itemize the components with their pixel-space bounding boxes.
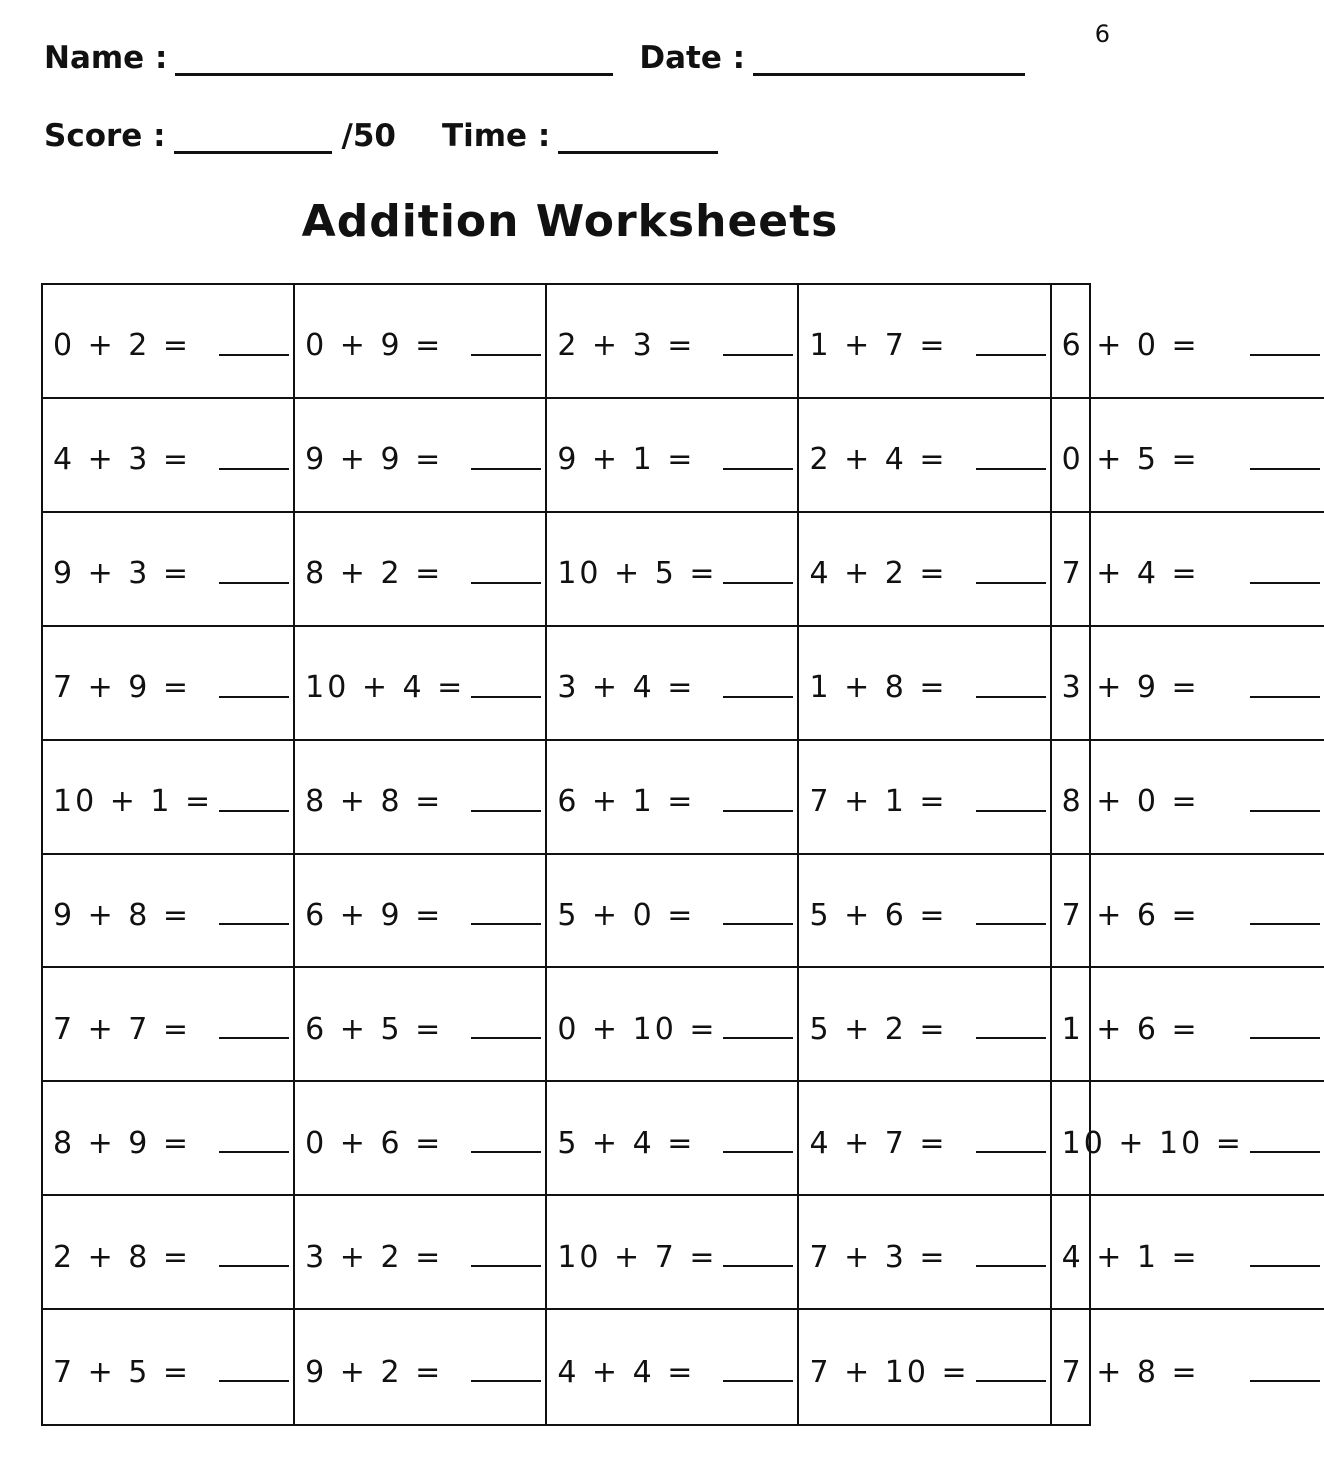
name-date-row <box>44 40 1025 76</box>
equation-text: 7 + 5 = <box>53 1354 192 1390</box>
equation-text: 4 + 2 = <box>809 556 948 592</box>
equation-text: 6 + 9 = <box>305 897 444 933</box>
problem-cell <box>547 1310 799 1424</box>
problem-cell <box>547 968 799 1082</box>
problem-cell <box>295 968 547 1082</box>
equation-text: 9 + 9 = <box>305 442 444 478</box>
problem-cell <box>799 1082 1051 1196</box>
answer-blank[interactable] <box>219 1019 289 1039</box>
problem-cell <box>1052 285 1324 399</box>
answer-blank[interactable] <box>219 1133 289 1153</box>
equation-text: 8 + 8 = <box>305 784 444 820</box>
answer-blank[interactable] <box>1250 792 1320 812</box>
problem-cell <box>43 741 295 855</box>
answer-blank[interactable] <box>471 1019 541 1039</box>
problem-cell <box>43 968 295 1082</box>
answer-blank[interactable] <box>1250 1133 1320 1153</box>
equation-text: 0 + 10 = <box>557 1011 718 1047</box>
problem-cell <box>1052 741 1324 855</box>
equation-text: 8 + 9 = <box>53 1125 192 1161</box>
answer-blank[interactable] <box>976 1247 1046 1267</box>
answer-blank[interactable] <box>976 1362 1046 1382</box>
equation-text: 7 + 1 = <box>809 784 948 820</box>
answer-blank[interactable] <box>1250 450 1320 470</box>
time-label: Time : <box>441 118 551 154</box>
answer-blank[interactable] <box>1250 905 1320 925</box>
equation-text: 5 + 2 = <box>809 1011 948 1047</box>
problem-cell <box>547 513 799 627</box>
equation-text: 2 + 3 = <box>557 328 696 364</box>
problem-cell <box>295 513 547 627</box>
equation-text: 1 + 8 = <box>809 670 948 706</box>
problem-cell <box>799 399 1051 513</box>
score-time-row <box>44 118 718 154</box>
equation-text: 0 + 2 = <box>53 328 192 364</box>
equation-text: 7 + 7 = <box>53 1011 192 1047</box>
answer-blank[interactable] <box>976 905 1046 925</box>
problem-cell <box>43 1310 295 1424</box>
equation-text: 7 + 9 = <box>53 670 192 706</box>
equation-text: 7 + 8 = <box>1061 1354 1200 1390</box>
answer-blank[interactable] <box>723 792 793 812</box>
equation-text: 10 + 10 = <box>1061 1125 1244 1161</box>
problem-cell <box>547 1082 799 1196</box>
equation-text: 0 + 9 = <box>305 328 444 364</box>
answer-blank[interactable] <box>976 564 1046 584</box>
problem-cell <box>1052 627 1324 741</box>
problem-cell <box>295 1196 547 1310</box>
answer-blank[interactable] <box>976 792 1046 812</box>
equation-text: 10 + 1 = <box>53 784 214 820</box>
answer-blank[interactable] <box>471 1133 541 1153</box>
equation-text: 5 + 6 = <box>809 897 948 933</box>
equation-text: 2 + 8 = <box>53 1239 192 1275</box>
equation-text: 5 + 0 = <box>557 897 696 933</box>
answer-blank[interactable] <box>723 450 793 470</box>
problem-cell <box>1052 1310 1324 1424</box>
equation-text: 10 + 5 = <box>557 556 718 592</box>
answer-blank[interactable] <box>723 678 793 698</box>
equation-text: 1 + 7 = <box>809 328 948 364</box>
problem-cell <box>1052 968 1324 1082</box>
answer-blank[interactable] <box>219 678 289 698</box>
equation-text: 10 + 4 = <box>305 670 466 706</box>
problem-cell <box>43 285 295 399</box>
answer-blank[interactable] <box>471 336 541 356</box>
score-field[interactable] <box>174 125 332 154</box>
problem-cell <box>295 285 547 399</box>
date-field[interactable] <box>753 47 1025 76</box>
equation-text: 7 + 10 = <box>809 1354 970 1390</box>
equation-text: 3 + 9 = <box>1061 670 1200 706</box>
equation-text: 9 + 2 = <box>305 1354 444 1390</box>
score-label: Score : <box>44 118 166 154</box>
answer-blank[interactable] <box>1250 1247 1320 1267</box>
problem-cell <box>295 627 547 741</box>
equation-text: 1 + 6 = <box>1061 1011 1200 1047</box>
answer-blank[interactable] <box>1250 1362 1320 1382</box>
problem-cell <box>1052 1196 1324 1310</box>
name-field[interactable] <box>175 47 613 76</box>
equation-text: 6 + 0 = <box>1061 328 1200 364</box>
answer-blank[interactable] <box>471 450 541 470</box>
problem-cell <box>799 513 1051 627</box>
answer-blank[interactable] <box>471 678 541 698</box>
equation-text: 9 + 3 = <box>53 556 192 592</box>
problem-cell <box>43 627 295 741</box>
equation-text: 3 + 2 = <box>305 1239 444 1275</box>
equation-text: 8 + 2 = <box>305 556 444 592</box>
answer-blank[interactable] <box>471 1247 541 1267</box>
answer-blank[interactable] <box>976 336 1046 356</box>
answer-blank[interactable] <box>976 1133 1046 1153</box>
answer-blank[interactable] <box>723 1362 793 1382</box>
answer-blank[interactable] <box>471 564 541 584</box>
answer-blank[interactable] <box>723 564 793 584</box>
equation-text: 0 + 6 = <box>305 1125 444 1161</box>
problem-cell <box>1052 1082 1324 1196</box>
equation-text: 7 + 6 = <box>1061 897 1200 933</box>
problem-cell <box>1052 855 1324 969</box>
answer-blank[interactable] <box>1250 678 1320 698</box>
problem-cell <box>547 399 799 513</box>
problem-cell <box>43 399 295 513</box>
problem-cell <box>547 1196 799 1310</box>
answer-blank[interactable] <box>471 905 541 925</box>
answer-blank[interactable] <box>723 1247 793 1267</box>
equation-text: 9 + 1 = <box>557 442 696 478</box>
problem-cell <box>547 627 799 741</box>
time-field[interactable] <box>558 125 718 154</box>
answer-blank[interactable] <box>723 1133 793 1153</box>
answer-blank[interactable] <box>219 905 289 925</box>
problem-cell <box>295 741 547 855</box>
equation-text: 0 + 5 = <box>1061 442 1200 478</box>
answer-blank[interactable] <box>723 1019 793 1039</box>
problem-cell <box>799 1196 1051 1310</box>
problem-cell <box>799 285 1051 399</box>
problem-cell <box>799 741 1051 855</box>
page-number: 6 <box>1094 20 1110 48</box>
equation-text: 4 + 4 = <box>557 1354 696 1390</box>
problem-cell <box>295 1310 547 1424</box>
answer-blank[interactable] <box>723 336 793 356</box>
answer-blank[interactable] <box>471 1362 541 1382</box>
problem-cell <box>547 741 799 855</box>
equation-text: 6 + 1 = <box>557 784 696 820</box>
answer-blank[interactable] <box>976 450 1046 470</box>
problem-cell <box>43 513 295 627</box>
problem-cell <box>547 855 799 969</box>
equation-text: 10 + 7 = <box>557 1239 718 1275</box>
equation-text: 8 + 0 = <box>1061 784 1200 820</box>
answer-blank[interactable] <box>471 792 541 812</box>
name-label: Name : <box>44 40 168 76</box>
answer-blank[interactable] <box>219 336 289 356</box>
problem-cell <box>295 1082 547 1196</box>
answer-blank[interactable] <box>219 1362 289 1382</box>
answer-blank[interactable] <box>219 564 289 584</box>
equation-text: 7 + 4 = <box>1061 556 1200 592</box>
equation-text: 6 + 5 = <box>305 1011 444 1047</box>
answer-blank[interactable] <box>219 1247 289 1267</box>
problem-cell <box>547 285 799 399</box>
answer-blank[interactable] <box>1250 1019 1320 1039</box>
problem-cell <box>43 1196 295 1310</box>
problem-cell <box>43 1082 295 1196</box>
equation-text: 9 + 8 = <box>53 897 192 933</box>
answer-blank[interactable] <box>723 905 793 925</box>
equation-text: 3 + 4 = <box>557 670 696 706</box>
equation-text: 4 + 7 = <box>809 1125 948 1161</box>
problem-cell <box>295 399 547 513</box>
problem-cell <box>799 968 1051 1082</box>
answer-blank[interactable] <box>219 450 289 470</box>
equation-text: 5 + 4 = <box>557 1125 696 1161</box>
problem-cell <box>295 855 547 969</box>
answer-blank[interactable] <box>976 1019 1046 1039</box>
score-max: /50 <box>341 118 396 154</box>
problem-cell <box>799 1310 1051 1424</box>
problem-grid <box>41 283 1244 1426</box>
page-title: Addition Worksheets <box>301 196 839 247</box>
problem-cell <box>799 855 1051 969</box>
answer-blank[interactable] <box>976 678 1046 698</box>
problem-cell <box>1052 399 1324 513</box>
equation-text: 4 + 1 = <box>1061 1239 1200 1275</box>
date-label: Date : <box>639 40 746 76</box>
problem-cell <box>43 855 295 969</box>
problem-cell <box>1052 513 1324 627</box>
answer-blank[interactable] <box>1250 564 1320 584</box>
answer-blank[interactable] <box>219 792 289 812</box>
answer-blank[interactable] <box>1250 336 1320 356</box>
equation-text: 7 + 3 = <box>809 1239 948 1275</box>
equation-text: 4 + 3 = <box>53 442 192 478</box>
equation-text: 2 + 4 = <box>809 442 948 478</box>
problem-cell <box>799 627 1051 741</box>
